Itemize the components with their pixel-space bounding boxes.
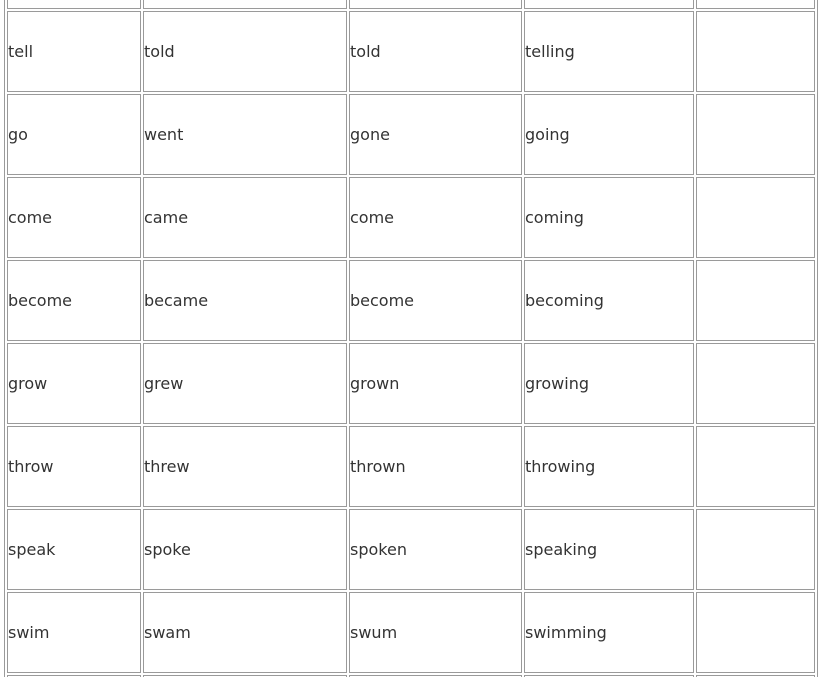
present-participle-cell: throwing: [524, 426, 694, 507]
empty-cell: [696, 592, 815, 673]
present-participle-cell: growing: [524, 343, 694, 424]
base-form-cell: become: [7, 260, 141, 341]
past-participle-cell: grown: [349, 343, 522, 424]
table-row: [7, 426, 815, 507]
past-tense-cell: spoke: [143, 509, 347, 590]
past-participle-cell: thrown: [349, 426, 522, 507]
empty-cell: [696, 177, 815, 258]
empty-cell: [696, 11, 815, 92]
present-participle-cell: speaking: [524, 509, 694, 590]
past-tense-cell: went: [143, 94, 347, 175]
past-tense-cell: grew: [143, 343, 347, 424]
table-row: [7, 509, 815, 590]
table-row: [7, 177, 815, 258]
base-form-cell: swim: [7, 592, 141, 673]
table-row: [7, 94, 815, 175]
past-participle-cell: told: [349, 11, 522, 92]
empty-cell: [696, 426, 815, 507]
base-form-cell: speak: [7, 509, 141, 590]
past-tense-cell: told: [143, 11, 347, 92]
present-participle-cell: coming: [524, 177, 694, 258]
verb-forms-table: [4, 0, 818, 677]
empty-cell: [696, 94, 815, 175]
base-form-cell: grow: [7, 343, 141, 424]
table-row: [7, 260, 815, 341]
base-form-cell: throw: [7, 426, 141, 507]
past-tense-cell: came: [143, 177, 347, 258]
past-participle-cell: spoken: [349, 509, 522, 590]
table-row-partial-top: [7, 0, 815, 9]
past-tense-cell: swam: [143, 592, 347, 673]
past-participle-cell: gone: [349, 94, 522, 175]
present-participle-cell: becoming: [524, 260, 694, 341]
table-row: [7, 11, 815, 92]
present-participle-cell: going: [524, 94, 694, 175]
present-participle-cell: swimming: [524, 592, 694, 673]
base-form-cell: tell: [7, 11, 141, 92]
base-form-cell: come: [7, 177, 141, 258]
table-row: [7, 343, 815, 424]
past-participle-cell: come: [349, 177, 522, 258]
table-row: [7, 592, 815, 673]
past-participle-cell: become: [349, 260, 522, 341]
present-participle-cell: telling: [524, 11, 694, 92]
base-form-cell: go: [7, 94, 141, 175]
past-tense-cell: became: [143, 260, 347, 341]
past-participle-cell: swum: [349, 592, 522, 673]
empty-cell: [696, 509, 815, 590]
empty-cell: [696, 343, 815, 424]
empty-cell: [696, 260, 815, 341]
past-tense-cell: threw: [143, 426, 347, 507]
